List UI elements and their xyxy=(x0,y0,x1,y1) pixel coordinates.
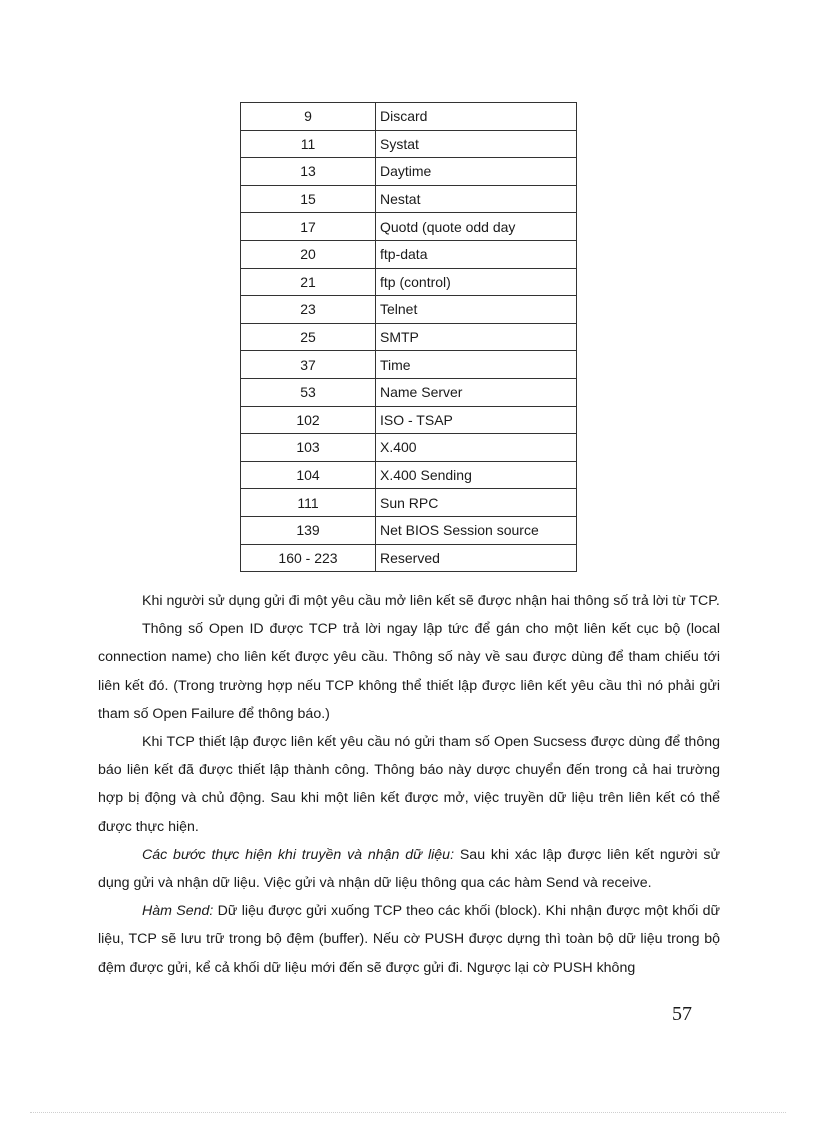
port-number-cell: 15 xyxy=(241,185,376,213)
paragraph-text: Dữ liệu được gửi xuống TCP theo các khối (block). Khi nhận được một khối dữ liệu, TCP sẽ lưu trữ trong bộ đệm (buffer). Nếu cờ PUSH được dựng thì toàn bộ dữ liệu trong bộ đệm được gửi, kể cả khối dữ liệu mới đến sẽ được gửi đi. Ngược lại cờ PUSH không xyxy=(98,903,720,976)
ports-table xyxy=(240,102,577,572)
service-name-cell: SMTP xyxy=(376,323,577,351)
port-number-cell: 21 xyxy=(241,268,376,296)
service-name-cell: ftp (control) xyxy=(376,268,577,296)
port-number-cell: 17 xyxy=(241,213,376,241)
table-row xyxy=(241,213,577,241)
paragraph: Khi người sử dụng gửi đi một yêu cầu mở liên kết sẽ được nhận hai thông số trả lời từ TCP. xyxy=(142,593,720,609)
port-number-cell: 111 xyxy=(241,489,376,517)
page-number: 57 xyxy=(672,1003,692,1025)
service-name-cell: Name Server xyxy=(376,378,577,406)
service-name-cell: Sun RPC xyxy=(376,489,577,517)
port-number-cell: 13 xyxy=(241,158,376,186)
page-bottom-rule xyxy=(30,1112,786,1113)
ports-table-body xyxy=(241,103,577,572)
table-row xyxy=(241,296,577,324)
table-row xyxy=(241,185,577,213)
italic-heading: Các bước thực hiện khi truyền và nhận dữ liệu: xyxy=(142,846,455,863)
service-name-cell: ftp-data xyxy=(376,240,577,268)
service-name-cell: X.400 Sending xyxy=(376,461,577,489)
port-number-cell: 53 xyxy=(241,378,376,406)
service-name-cell: X.400 xyxy=(376,434,577,462)
service-name-cell: Quotd (quote odd day xyxy=(376,213,577,241)
paragraph-text: Sau khi xác lập được liên kết người sử dụng gửi và nhận dữ liệu. Việc gửi và nhận dữ liệu thông qua các hàm Send và receive. xyxy=(98,846,720,892)
table-row xyxy=(241,406,577,434)
table-row xyxy=(241,130,577,158)
port-number-cell: 102 xyxy=(241,406,376,434)
service-name-cell: Reserved xyxy=(376,544,577,572)
table-row xyxy=(241,544,577,572)
port-number-cell: 11 xyxy=(241,130,376,158)
table-row xyxy=(241,158,577,186)
table-row xyxy=(241,240,577,268)
service-name-cell: ISO - TSAP xyxy=(376,406,577,434)
service-name-cell: Nestat xyxy=(376,185,577,213)
port-number-cell: 23 xyxy=(241,296,376,324)
table-row xyxy=(241,489,577,517)
port-number-cell: 37 xyxy=(241,351,376,379)
table-row xyxy=(241,351,577,379)
service-name-cell: Telnet xyxy=(376,296,577,324)
table-row xyxy=(241,434,577,462)
service-name-cell: Discard xyxy=(376,103,577,131)
port-number-cell: 160 - 223 xyxy=(241,544,376,572)
port-number-cell: 25 xyxy=(241,323,376,351)
table-row xyxy=(241,461,577,489)
italic-heading: Hàm Send: xyxy=(142,903,214,920)
port-number-cell: 103 xyxy=(241,434,376,462)
paragraph: Thông số Open ID được TCP trả lời ngay lập tức để gán cho một liên kết cục bộ (local connection name) cho liên kết được yêu cầu. Thông số này về sau được dùng để tham chiếu tới liên kết đó. (Trong trường hợp nếu TCP không thể thiết lập được liên kết yêu cầu thì nó phải gửi tham số Open Failure để thông báo.) xyxy=(98,621,720,722)
table-row xyxy=(241,103,577,131)
paragraph xyxy=(98,841,720,897)
paragraph: Khi TCP thiết lập được liên kết yêu cầu nó gửi tham số Open Sucsess được dùng để thông báo liên kết đã được thiết lập thành công. Thông báo này dược chuyển đến trong cả hai trường hợp bị động và chủ động. Sau khi một liên kết được mở, việc truyền dữ liệu trên liên kết có thể được thực hiện. xyxy=(98,734,720,835)
port-number-cell: 104 xyxy=(241,461,376,489)
table-row xyxy=(241,378,577,406)
port-number-cell: 20 xyxy=(241,240,376,268)
body-text xyxy=(98,587,720,982)
port-number-cell: 9 xyxy=(241,103,376,131)
service-name-cell: Net BIOS Session source xyxy=(376,516,577,544)
table-row xyxy=(241,516,577,544)
service-name-cell: Time xyxy=(376,351,577,379)
service-name-cell: Daytime xyxy=(376,158,577,186)
service-name-cell: Systat xyxy=(376,130,577,158)
port-number-cell: 139 xyxy=(241,516,376,544)
paragraph xyxy=(98,897,720,982)
table-row xyxy=(241,268,577,296)
table-row xyxy=(241,323,577,351)
